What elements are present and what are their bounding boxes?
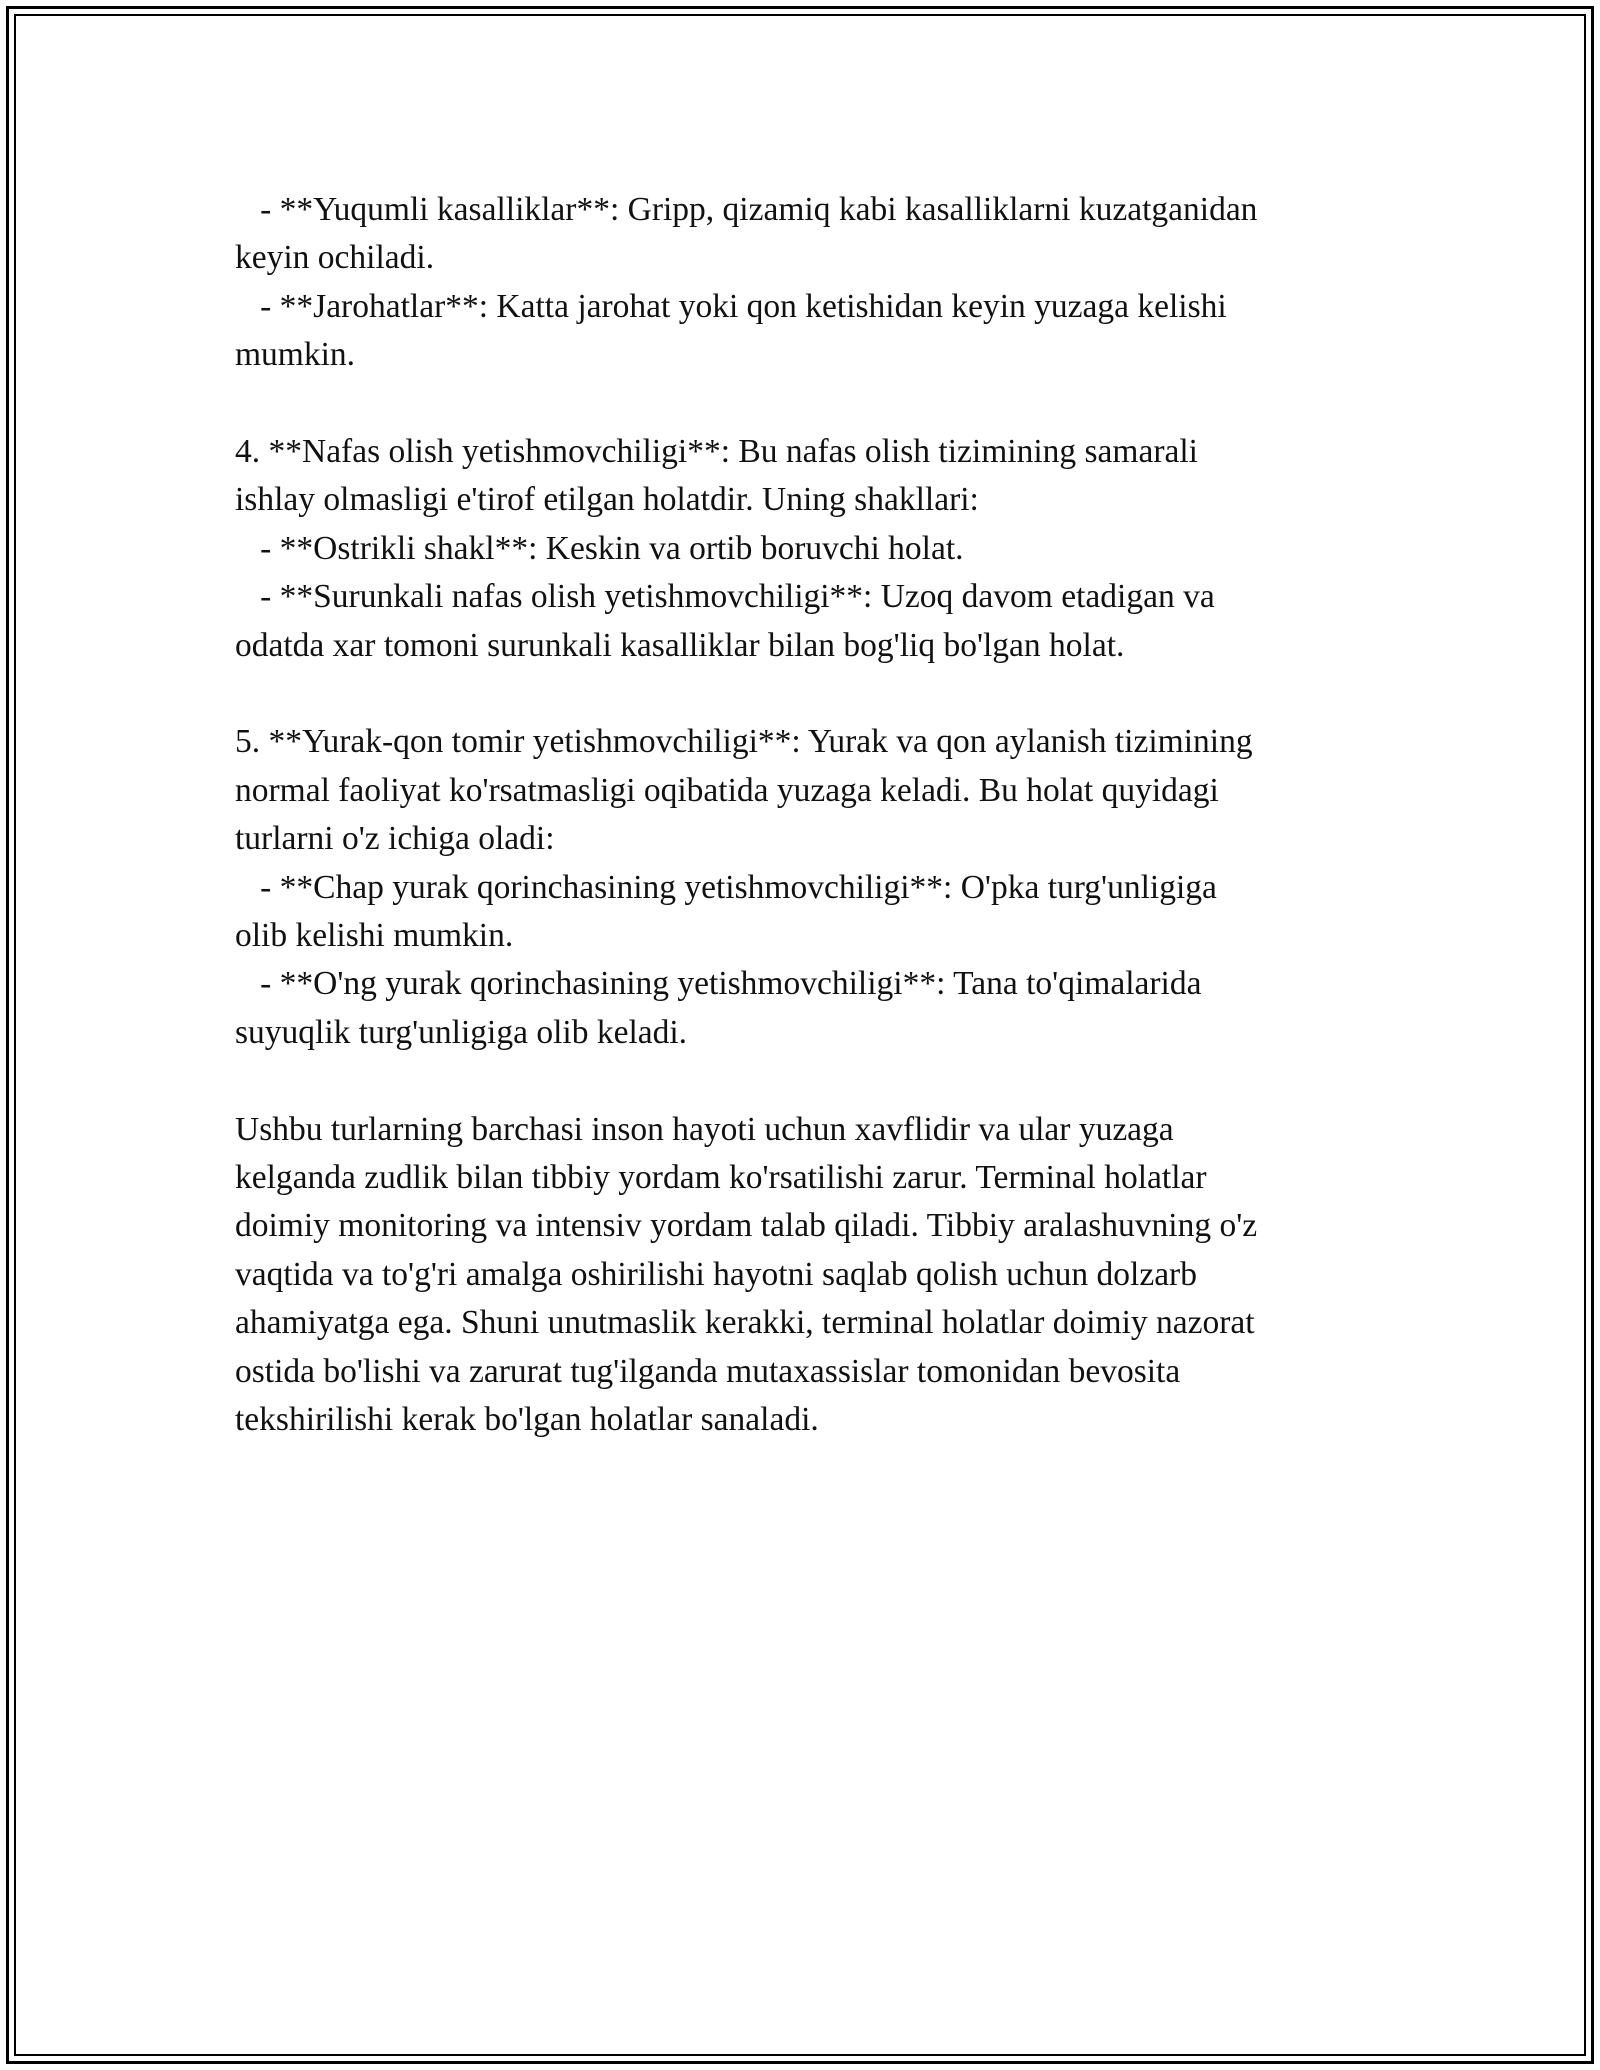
text-line: turlarni o'z ichiga oladi: bbox=[235, 820, 555, 858]
text-line: Ushbu turlarning barchasi inson hayoti uchun xavflidir va ular yuzaga bbox=[235, 1110, 1174, 1148]
text-line: olib kelishi mumkin. bbox=[235, 917, 514, 955]
blank-line bbox=[235, 1057, 1365, 1105]
text-line: mumkin. bbox=[235, 336, 356, 374]
text-line: normal faoliyat ko'rsatmasligi oqibatida yuzaga keladi. Bu holat quyidagi bbox=[235, 771, 1219, 809]
blank-line bbox=[235, 380, 1365, 428]
text-line: tekshirilishi kerak bo'lgan holatlar sanaladi. bbox=[235, 1401, 819, 1439]
text-line: - **Chap yurak qorinchasining yetishmovchiligi**: O'pka turg'unligiga bbox=[235, 868, 1217, 906]
text-line: doimiy monitoring va intensiv yordam talab qiladi. Tibbiy aralashuvning o'z bbox=[235, 1207, 1258, 1245]
text-line: odatda xar tomoni surunkali kasalliklar bilan bog'liq bo'lgan holat. bbox=[235, 626, 1125, 664]
text-line: 5. **Yurak-qon tomir yetishmovchiligi**: Yurak va qon aylanish tizimining bbox=[235, 723, 1253, 761]
text-line: - **Surunkali nafas olish yetishmovchiligi**: Uzoq davom etadigan va bbox=[235, 578, 1215, 616]
text-line: - **Jarohatlar**: Katta jarohat yoki qon ketishidan keyin yuzaga kelishi bbox=[235, 287, 1227, 325]
text-line: kelganda zudlik bilan tibbiy yordam ko'rsatilishi zarur. Terminal holatlar bbox=[235, 1159, 1207, 1197]
text-line: ostida bo'lishi va zarurat tug'ilganda mutaxassislar tomonidan bevosita bbox=[235, 1352, 1181, 1390]
text-line: ishlay olmasligi e'tirof etilgan holatdir. Uning shakllari: bbox=[235, 481, 979, 519]
text-line: ahamiyatga ega. Shuni unutmaslik kerakki, terminal holatlar doimiy nazorat bbox=[235, 1304, 1255, 1342]
text-line: 4. **Nafas olish yetishmovchiligi**: Bu nafas olish tizimining samarali bbox=[235, 433, 1198, 471]
text-line: suyuqlik turg'unligiga olib keladi. bbox=[235, 1013, 688, 1051]
blank-line bbox=[235, 670, 1365, 718]
text-line: - **Yuqumli kasalliklar**: Gripp, qizamiq kabi kasalliklarni kuzatganidan bbox=[235, 191, 1258, 228]
text-line: keyin ochiladi. bbox=[235, 239, 435, 277]
text-line: vaqtida va to'g'ri amalga oshirilishi hayotni saqlab qolish uchun dolzarb bbox=[235, 1255, 1197, 1293]
text-line: - **O'ng yurak qorinchasining yetishmovchiligi**: Tana to'qimalarida bbox=[235, 965, 1202, 1003]
document-body bbox=[235, 186, 1365, 1445]
text-line: - **Ostrikli shakl**: Keskin va ortib boruvchi holat. bbox=[235, 529, 964, 567]
